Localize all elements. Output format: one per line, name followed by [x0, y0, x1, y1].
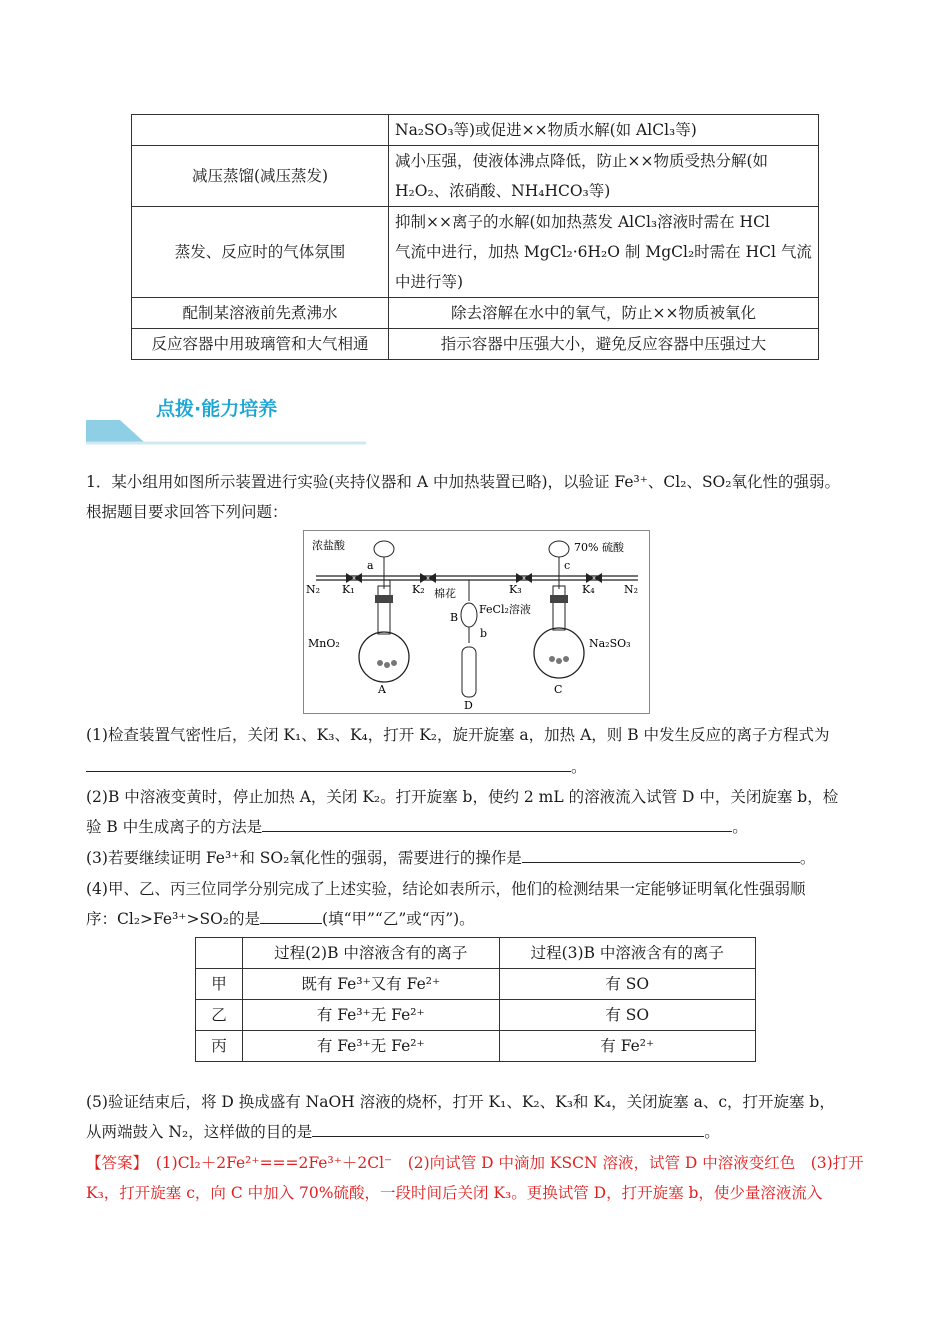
answer-blank[interactable] — [262, 813, 732, 832]
section-title: 点拨·能力培养 — [156, 398, 278, 420]
question-4-line-2 — [86, 904, 876, 934]
punctuation: 。 — [732, 818, 748, 836]
label-k1: K₁ — [342, 583, 355, 596]
label-k4: K₄ — [582, 583, 595, 596]
table-cell: 除去溶解在水中的氧气，防止××物质被氧化 — [389, 298, 819, 329]
table-cell: 有 SO — [499, 1000, 756, 1031]
question-1: (1)检查装置气密性后，关闭 K₁、K₃、K₄，打开 K₂，旋开旋塞 a，加热 A，则 B 中发生反应的离子方程式为 — [86, 726, 830, 744]
question-text: (3)若要继续证明 Fe³⁺和 SO₂氧化性的强弱，需要进行的操作是 — [86, 849, 522, 867]
table-cell: 有 Fe³⁺无 Fe²⁺ — [243, 1000, 500, 1031]
answer-line-1: 【答案】 (1)Cl₂＋2Fe²⁺===2Fe³⁺＋2Cl⁻ (2)向试管 D 中滴加 KSCN 溶液，试管 D 中溶液变红色 (3)打开 — [86, 1154, 864, 1172]
table-cell: 既有 Fe³⁺又有 Fe²⁺ — [243, 969, 500, 1000]
question-text: 验 B 中生成离子的方法是 — [86, 818, 263, 836]
label-na2so3: Na₂SO₃ — [589, 637, 631, 650]
punctuation: 。 — [704, 1123, 720, 1141]
question-1-blank-line — [86, 752, 876, 782]
table-row — [132, 207, 819, 298]
table-cell: 丙 — [196, 1031, 243, 1062]
question-text: (填“甲”“乙”或“丙”)。 — [322, 910, 475, 928]
question-4: (4)甲、乙、丙三位同学分别完成了上述实验，结论如表所示，他们的检测结果一定能够证明氧化性强弱顺 — [86, 880, 806, 898]
answer-blank[interactable] — [260, 905, 322, 924]
table-cell: 减压蒸馏(减压蒸发) — [132, 146, 389, 207]
answer-blank[interactable] — [522, 844, 800, 863]
table-header-row — [196, 938, 756, 969]
table-cell: 甲 — [196, 969, 243, 1000]
question-text: 从两端鼓入 N₂，这样做的目的是 — [86, 1123, 313, 1141]
label-A: A — [378, 683, 386, 696]
cell-line: 气流中进行，加热 MgCl₂·6H₂O 制 MgCl₂时需在 HCl 气流 — [395, 243, 812, 261]
table-cell: 配制某溶液前先煮沸水 — [132, 298, 389, 329]
table-cell — [389, 207, 819, 298]
question-intro: 1．某小组用如图所示装置进行实验(夹持仪器和 A 中加热装置已略)，以验证 Fe³⁺、Cl₂、SO₂氧化性的强弱。 — [86, 473, 840, 491]
question-text: 序：Cl₂>Fe³⁺>SO₂的是 — [86, 910, 261, 928]
table-row — [132, 298, 819, 329]
label-a: a — [367, 559, 374, 572]
question-2: (2)B 中溶液变黄时，停止加热 A，关闭 K₂。打开旋塞 b，使约 2 mL 的溶液流入试管 D 中，关闭旋塞 b，检 — [86, 788, 839, 806]
table-row — [132, 329, 819, 360]
table-cell: 指示容器中压强大小，避免反应容器中压强过大 — [389, 329, 819, 360]
label-h2so4: 70% 硫酸 — [574, 541, 624, 554]
apparatus-figure — [303, 530, 650, 714]
label-k3: K₃ — [509, 583, 522, 596]
table-row — [132, 115, 819, 146]
table-header: 过程(2)B 中溶液含有的离子 — [243, 938, 500, 969]
label-B: B — [450, 611, 459, 624]
answer-blank[interactable] — [312, 1118, 704, 1137]
answer-blank[interactable] — [86, 753, 571, 772]
punctuation: 。 — [799, 849, 816, 867]
punctuation: 。 — [571, 758, 587, 776]
result-table — [195, 937, 756, 1062]
label-n2-right: N₂ — [624, 583, 639, 596]
table-header: 过程(3)B 中溶液含有的离子 — [499, 938, 756, 969]
table-row — [196, 1000, 756, 1031]
label-n2-left: N₂ — [306, 583, 321, 596]
table-cell: 反应容器中用玻璃管和大气相通 — [132, 329, 389, 360]
section-header — [86, 388, 368, 446]
label-fecl2: FeCl₂溶液 — [479, 603, 531, 616]
table-row — [132, 146, 819, 207]
table-row — [196, 1031, 756, 1062]
question-5: (5)验证结束后，将 D 换成盛有 NaOH 溶液的烧杯，打开 K₁、K₂、K₃和 K₄，关闭旋塞 a、c，打开旋塞 b， — [86, 1093, 835, 1111]
label-k2: K₂ — [412, 583, 425, 596]
method-table — [131, 114, 819, 360]
table-cell: 乙 — [196, 1000, 243, 1031]
cell-line: H₂O₂、浓硝酸、NH₄HCO₃等) — [395, 182, 611, 200]
cell-line: 减小压强，使液体沸点降低，防止××物质受热分解(如 — [395, 152, 769, 170]
label-D: D — [464, 699, 473, 712]
question-2-line-2 — [86, 812, 876, 842]
table-cell: 蒸发、反应时的气体氛围 — [132, 207, 389, 298]
table-cell — [132, 115, 389, 146]
label-mno2: MnO₂ — [308, 637, 340, 650]
label-hcl: 浓盐酸 — [312, 539, 345, 552]
answer-line-2: K₃，打开旋塞 c，向 C 中加入 70%硫酸，一段时间后关闭 K₃。更换试管 D，打开旋塞 b，使少量溶液流入 — [86, 1184, 823, 1202]
question-5-line-2 — [86, 1117, 876, 1147]
label-b: b — [480, 627, 488, 640]
table-cell — [389, 146, 819, 207]
label-c: c — [564, 559, 571, 572]
table-cell: Na₂SO₃等)或促进××物质水解(如 AlCl₃等) — [389, 115, 819, 146]
table-row — [196, 969, 756, 1000]
cell-line: 抑制××离子的水解(如加热蒸发 AlCl₃溶液时需在 HCl — [395, 213, 770, 231]
label-cotton: 棉花 — [434, 587, 456, 600]
table-cell: 有 SO — [499, 969, 756, 1000]
question-intro-2: 根据题目要求回答下列问题： — [86, 503, 288, 521]
table-header — [196, 938, 243, 969]
cell-line: 中进行等) — [395, 273, 464, 291]
question-3 — [86, 843, 876, 873]
table-cell: 有 Fe²⁺ — [499, 1031, 756, 1062]
table-cell: 有 Fe³⁺无 Fe²⁺ — [243, 1031, 500, 1062]
label-C: C — [554, 683, 563, 696]
